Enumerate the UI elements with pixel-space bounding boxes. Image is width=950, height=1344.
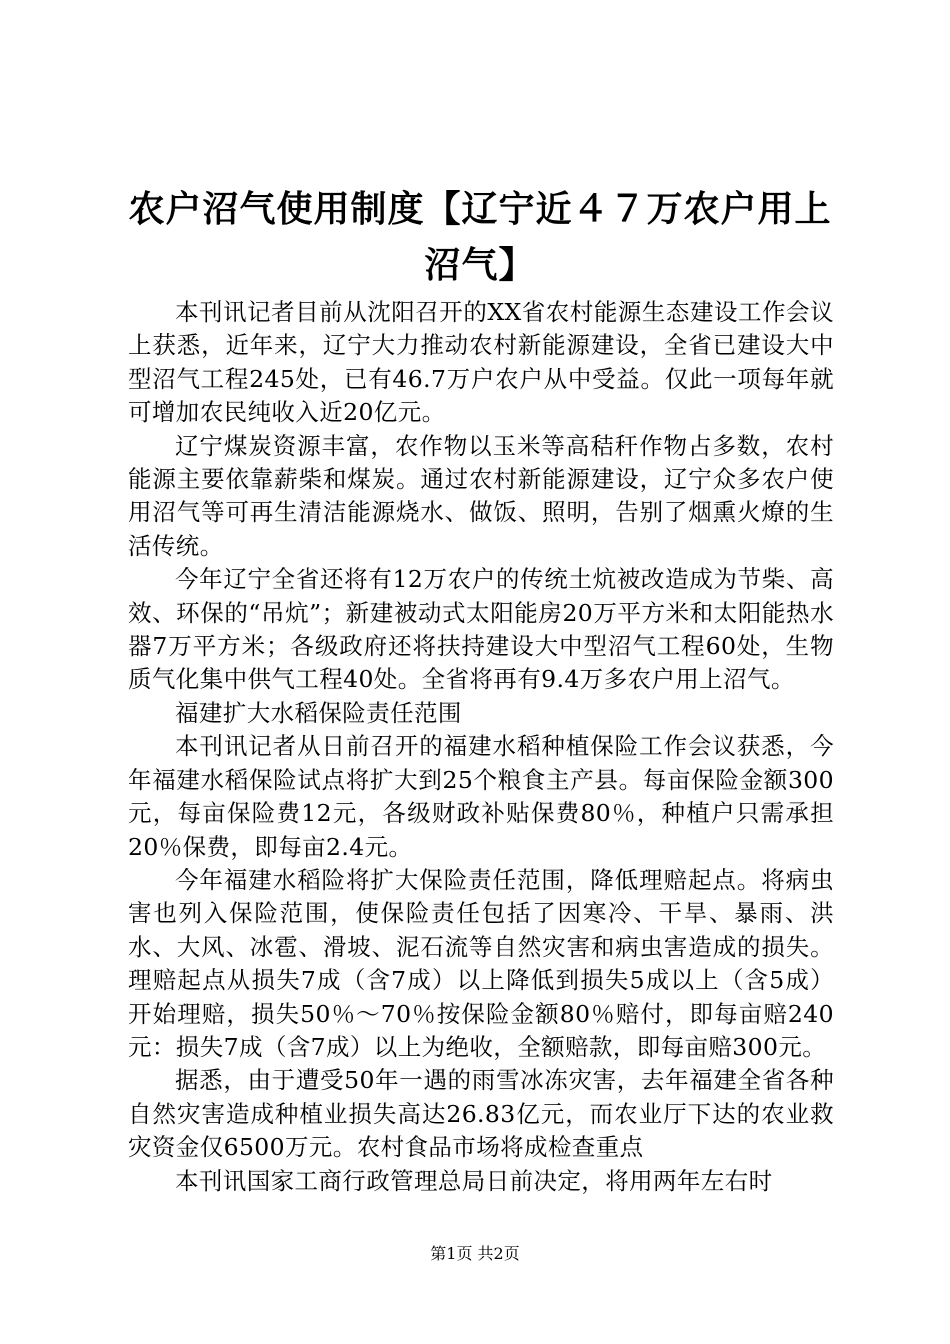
paragraph-6: 今年福建水稻险将扩大保险责任范围，降低理赔起点。将病虫害也列入保险范围，使保险责任包括了因寒冷、干旱、暴雨、洪水、大风、冰雹、滑坡、泥石流等自然灾害和病虫害造成的损失。理赔起点从损失7成（含7成）以上降低到损失5成以上（含5成）开始理赔，损失50％～70％按保险金额80％赔付，即每亩赔240元：损失7成（含7成）以上为绝收，全额赔款，即每亩赔300元。 <box>128 865 834 1061</box>
paragraph-7: 据悉，由于遭受50年一遇的雨雪冰冻灾害，去年福建全省各种自然灾害造成种植业损失高达26.83亿元，而农业厅下达的农业救灾资金仅6500万元。农村食品市场将成检查重点 <box>128 1066 834 1162</box>
paragraph-3: 今年辽宁全省还将有12万农户的传统土炕被改造成为节柴、高效、环保的“吊炕”；新建被动式太阳能房20万平方米和太阳能热水器7万平方米；各级政府还将扶持建设大中型沼气工程60处，生物质气化集中供气工程40处。全省将再有9.4万多农户用上沼气。 <box>128 565 834 694</box>
paragraph-2: 辽宁煤炭资源丰富，农作物以玉米等高秸秆作物占多数，农村能源主要依靠薪柴和煤炭。通过农村新能源建设，辽宁众多农户使用沼气等可再生清洁能源烧水、做饭、照明，告别了烟熏火燎的生活传统。 <box>128 431 834 560</box>
section-heading-fujian-rice-insurance: 福建扩大水稻保险责任范围 <box>175 698 462 727</box>
document-title: 农户沼气使用制度【辽宁近４７万农户用上沼气】 <box>128 189 832 286</box>
paragraph-1: 本刊讯记者目前从沈阳召开的XX省农村能源生态建设工作会议上获悉，近年来，辽宁大力推动农村新能源建设，全省已建设大中型沼气工程245处，已有46.7万户农户从中受益。仅此一项每年就可增加农民纯收入近20亿元。 <box>128 298 834 427</box>
paragraph-8: 本刊讯国家工商行政管理总局日前决定，将用两年左右时 <box>175 1166 773 1195</box>
document-body <box>128 296 834 1198</box>
page-number-footer: 第1页 共2页 <box>430 1244 520 1263</box>
paragraph-5: 本刊讯记者从日前召开的福建水稻种植保险工作会议获悉，今年福建水稻保险试点将扩大到25个粮食主产县。每亩保险金额300元，每亩保险费12元，各级财政补贴保费80％，种植户只需承担20％保费，即每亩2.4元。 <box>128 732 834 861</box>
